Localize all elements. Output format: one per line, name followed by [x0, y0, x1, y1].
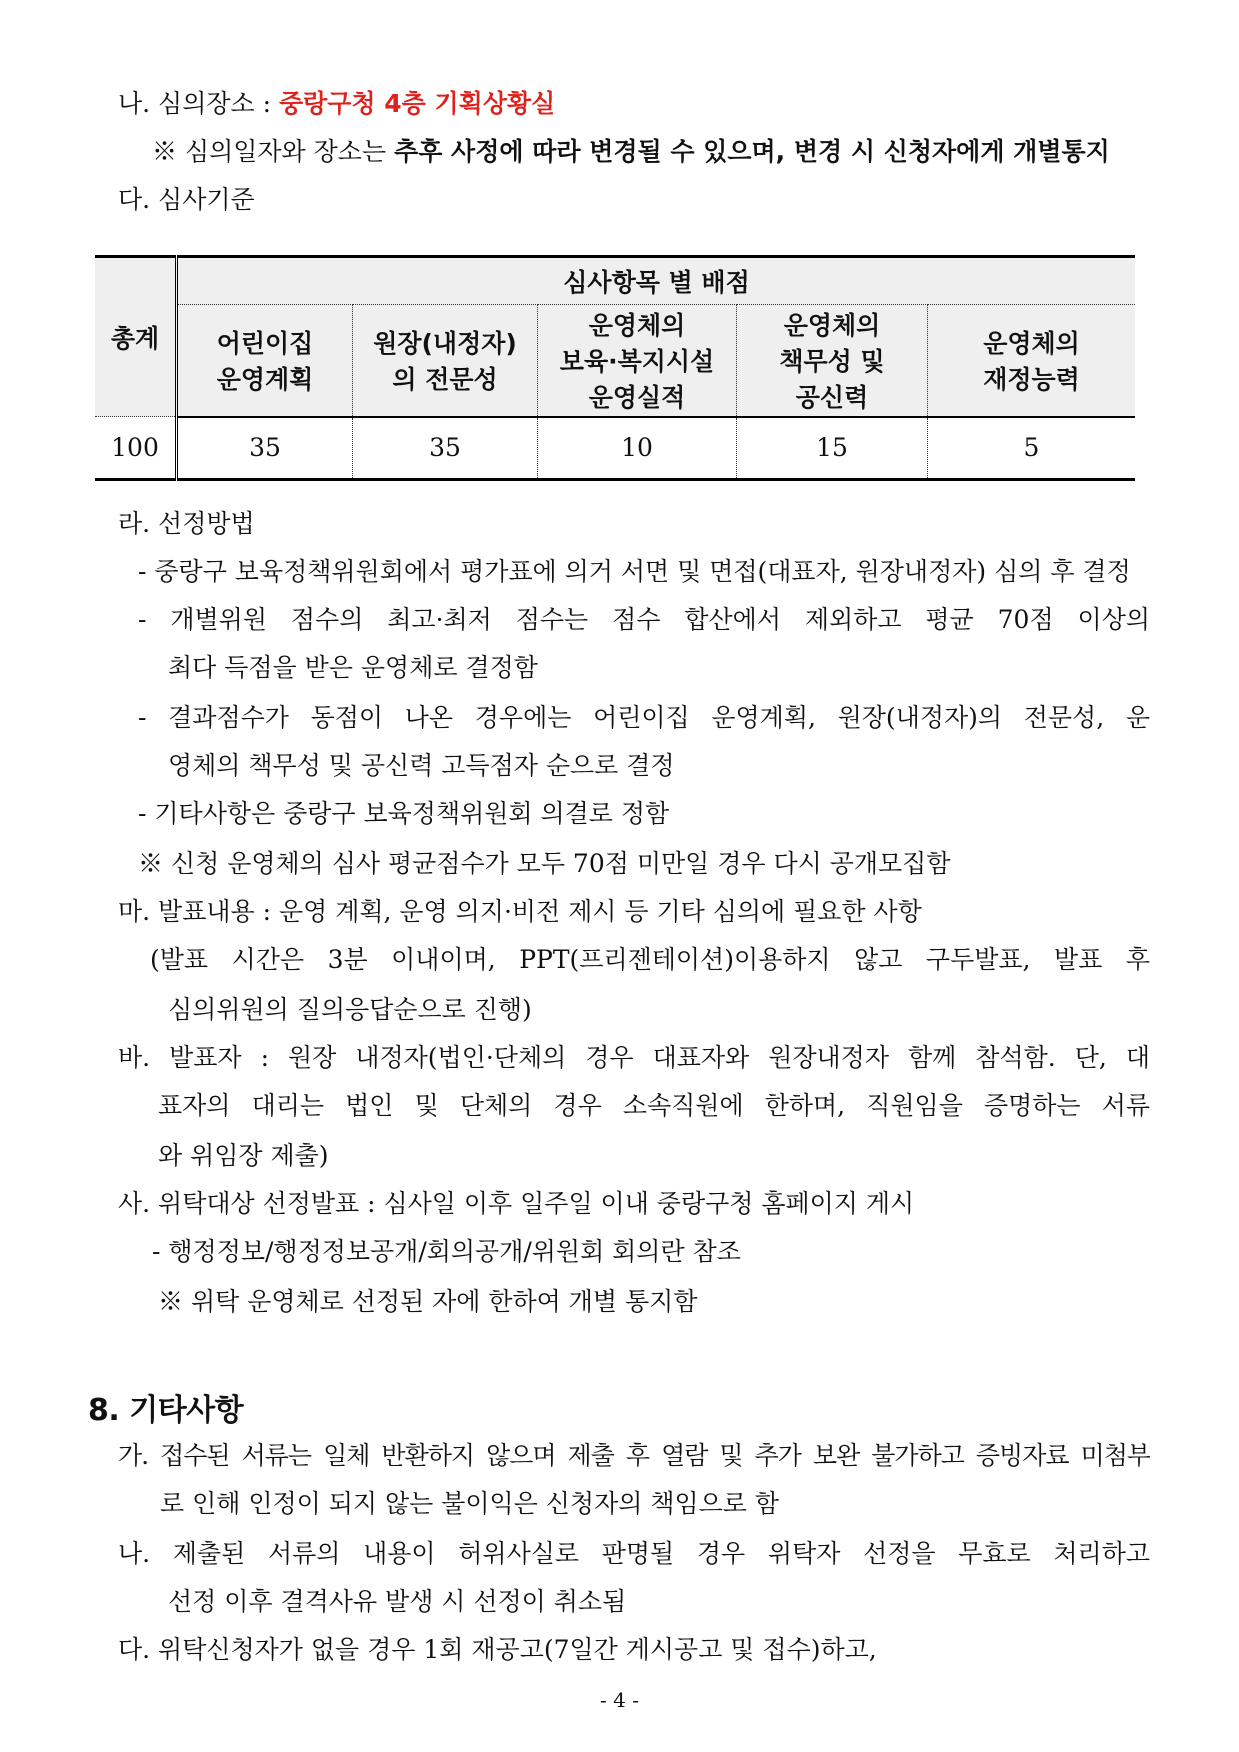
- page-number: - 4 -: [600, 1688, 639, 1712]
- score-4: 15: [737, 417, 928, 480]
- score-3: 10: [538, 417, 737, 480]
- presenter-line-2: 표자의 대리는 법인 및 단체의 경우 소속직원에 한하며, 직원임을 증명하는 서류: [158, 1091, 1150, 1120]
- col-header-3: 운영체의 보육·복지시설 운영실적: [538, 305, 737, 417]
- venue-line: [118, 88, 555, 120]
- announcement-line-2: - 행정정보/행정정보공개/회의공개/위원회 회의란 참조: [152, 1237, 741, 1266]
- score-1: 35: [177, 417, 353, 480]
- notice-prefix: ※ 심의일자와 장소는: [152, 137, 395, 166]
- selection-note: ※ 신청 운영체의 심사 평균점수가 모두 70점 미만일 경우 다시 공개모집함: [138, 849, 951, 878]
- presentation-line-3: 심의위원의 질의응답순으로 진행): [168, 995, 532, 1024]
- announcement-line-1: 사. 위탁대상 선정발표 : 심사일 이후 일주일 이내 중랑구청 홈페이지 게시: [118, 1189, 915, 1218]
- selection-item-1: - 중랑구 보육정책위원회에서 평가표에 의거 서면 및 면접(대표자, 원장내정자) 심의 후 결정: [138, 557, 1131, 586]
- etc-item-c-1: 다. 위탁신청자가 없을 경우 1회 재공고(7일간 게시공고 및 접수)하고,: [118, 1635, 877, 1664]
- col-header-4: 운영체의 책무성 및 공신력: [737, 305, 928, 417]
- criteria-heading: 다. 심사기준: [118, 185, 255, 214]
- venue-label: 나. 심의장소 :: [118, 89, 279, 118]
- schedule-notice: [152, 136, 1110, 168]
- selection-heading: 라. 선정방법: [118, 509, 255, 538]
- presentation-line-1: 마. 발표내용 : 운영 계획, 운영 의지·비전 제시 등 기타 심의에 필요한 사항: [118, 897, 922, 926]
- section-8-title: 8. 기타사항: [88, 1393, 244, 1428]
- selection-item-3: - 결과점수가 동점이 나온 경우에는 어린이집 운영계획, 원장(내정자)의 전문성, 운: [138, 703, 1150, 732]
- selection-item-2-cont: 최다 득점을 받은 운영체로 결정함: [168, 653, 538, 682]
- etc-item-b-1: 나. 제출된 서류의 내용이 허위사실로 판명될 경우 위탁자 선정을 무효로 처리하고: [118, 1539, 1150, 1568]
- selection-item-3-cont: 영체의 책무성 및 공신력 고득점자 순으로 결정: [168, 751, 675, 780]
- scoring-table: [95, 255, 1135, 481]
- presentation-line-2: (발표 시간은 3분 이내이며, PPT(프리젠테이션)이용하지 않고 구두발표, 발표 후: [150, 945, 1150, 974]
- col-header-5: 운영체의 재정능력: [928, 305, 1136, 417]
- group-header: 심사항목 별 배점: [177, 257, 1136, 305]
- presenter-line-3: 와 위임장 제출): [158, 1141, 329, 1170]
- col-header-1: 어린이집 운영계획: [177, 305, 353, 417]
- etc-item-a-1: 가. 접수된 서류는 일체 반환하지 않으며 제출 후 열람 및 추가 보완 불가하고 증빙자료 미첨부: [118, 1441, 1150, 1470]
- venue-value: 중랑구청 4층 기획상황실: [278, 89, 556, 118]
- notice-bold: 추후 사정에 따라 변경될 수 있으며, 변경 시 신청자에게 개별통지: [394, 137, 1110, 166]
- selection-item-2: - 개별위원 점수의 최고·최저 점수는 점수 합산에서 제외하고 평균 70점 이상의: [138, 605, 1150, 634]
- etc-item-b-2: 선정 이후 결격사유 발생 시 선정이 취소됨: [168, 1587, 627, 1616]
- etc-item-a-2: 로 인해 인정이 되지 않는 불이익은 신청자의 책임으로 함: [160, 1489, 780, 1518]
- announcement-note: ※ 위탁 운영체로 선정된 자에 한하여 개별 통지함: [158, 1287, 698, 1316]
- total-header: 총계: [95, 257, 177, 417]
- score-5: 5: [928, 417, 1136, 480]
- score-2: 35: [353, 417, 538, 480]
- selection-item-4: - 기타사항은 중랑구 보육정책위원회 의결로 정함: [138, 799, 670, 828]
- presenter-line-1: 바. 발표자 : 원장 내정자(법인·단체의 경우 대표자와 원장내정자 함께 참석함. 단, 대: [118, 1043, 1150, 1072]
- col-header-2: 원장(내정자) 의 전문성: [353, 305, 538, 417]
- total-value: 100: [95, 417, 177, 480]
